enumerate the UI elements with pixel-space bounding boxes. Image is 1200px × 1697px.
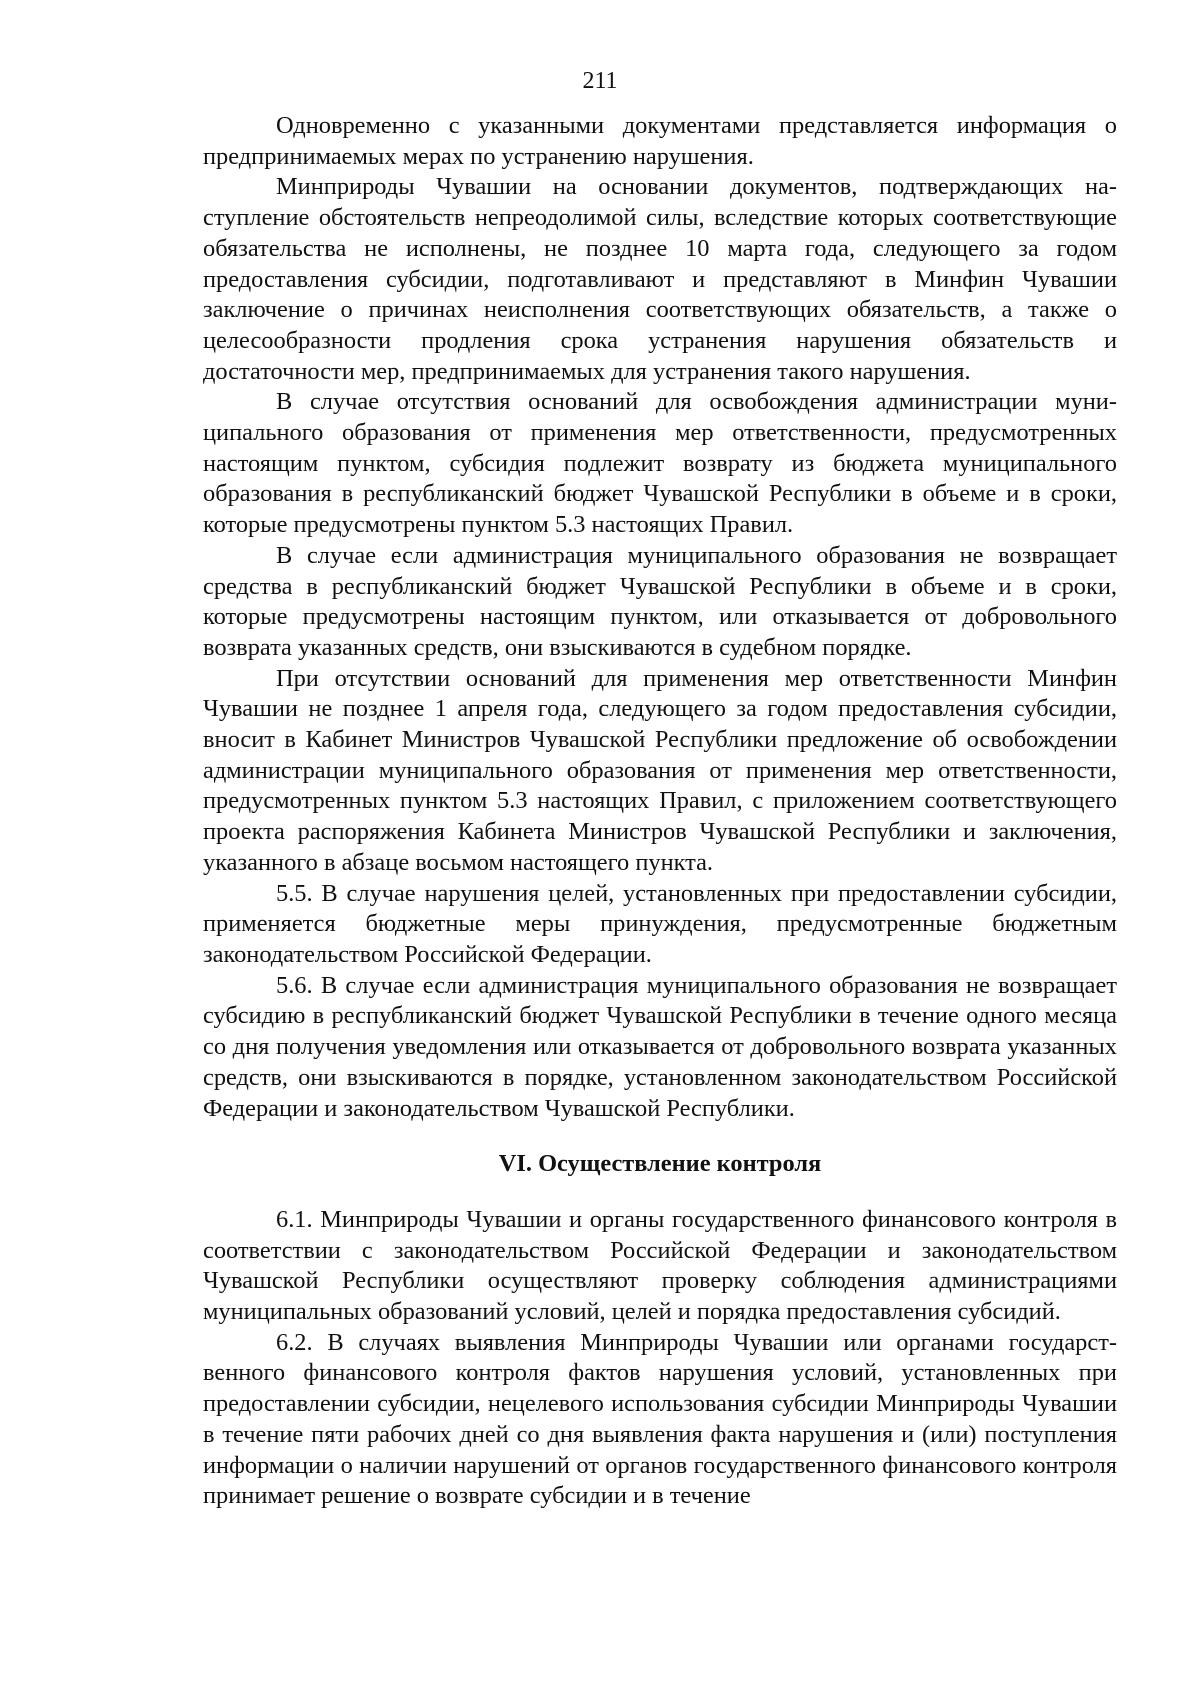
paragraph: Одновременно с указанными документами представляется информация о предпринимаемых мерах по устранению нарушения. <box>203 112 1117 170</box>
paragraph: В случае отсутствия оснований для освобождения администрации муниципального образования от применения мер ответственности, предусмотренных настоящим пунктом, субсидия подлежит возврату из бюджета муниципального образования в республиканский бюджет Чувашской Республики в объеме и в сроки, которые предусмотрены пунктом 5.3 настоящих Правил. <box>203 388 1117 539</box>
document-body <box>203 111 1117 1512</box>
paragraph: В случае если администрация муниципального образования не возвращает средства в республиканский бюджет Чувашской Республики в объеме и в сроки, которые предусмотрены настоящим пунктом, или отказывается от добровольного возврата указанных средств, они взыскиваются в судебном порядке. <box>203 541 1117 661</box>
section-heading: VI. Осуществление контроля <box>498 1150 822 1178</box>
paragraph: 6.1. Минприроды Чувашии и органы государственного финансового контроля в соответствии с законодательством Российской Федерации и законодательством Чувашской Республики осуществляют проверку соблюдения администрациями муниципальных образований условий, целей и порядка предоставления субсидий. <box>203 1205 1117 1326</box>
paragraph: 6.2. В случаях выявления Минприроды Чувашии или органами государственного финансового контроля фактов нарушения условий, установленных при предоставлении субсидии, нецелевого использования субсидии Минприроды Чувашии в течение пяти рабочих дней со дня выявления факта нарушения и (или) поступления информации о наличии нарушений от органов государственного финансового контроля принимает решение о возврате субсидии и в течение <box>203 1328 1117 1510</box>
paragraph: Минприроды Чувашии на основании документов, подтверждающих наступление обстоятельств непреодолимой силы, вследствие которых соответствующие обязательства не исполнены, не позднее 10 марта года, следующего за годом предоставления субсидии, подготавливают и представляют в Минфин Чувашии заключение о причинах неисполнения соответствующих обязательств, а также о целесообразности продления срока устранения нарушения обязательств и достаточности мер, предпринимаемых для устранения такого нарушения. <box>203 173 1117 385</box>
paragraph: 5.5. В случае нарушения целей, установленных при предоставлении субсидии, применяется бюджетные меры принуждения, предусмотренные бюджетным законодательством Российской Федерации. <box>203 879 1117 968</box>
paragraph: 5.6. В случае если администрация муниципального образования не возвращает субсидию в республиканский бюджет Чувашской Республики в течение одного месяца со дня получения уведомления или отказывается от добровольного возврата указанных средств, они взыскиваются в порядке, установленном законодательством Российской Федерации и законодательством Чувашской Республики. <box>203 971 1117 1122</box>
page-number: 211 <box>582 68 618 94</box>
paragraph: При отсутствии оснований для применения мер ответственности Минфин Чувашии не позднее 1 апреля года, следующего за годом предоставления субсидии, вносит в Кабинет Министров Чувашской Республики предложение об освобождении администрации муниципального образования от применения мер ответственности, предусмотренных пунктом 5.3 настоящих Правил, с приложением соответствующего проекта распоряжения Кабинета Министров Чувашской Республики и заключения, указанного в абзаце восьмом настоящего пункта. <box>203 664 1117 876</box>
